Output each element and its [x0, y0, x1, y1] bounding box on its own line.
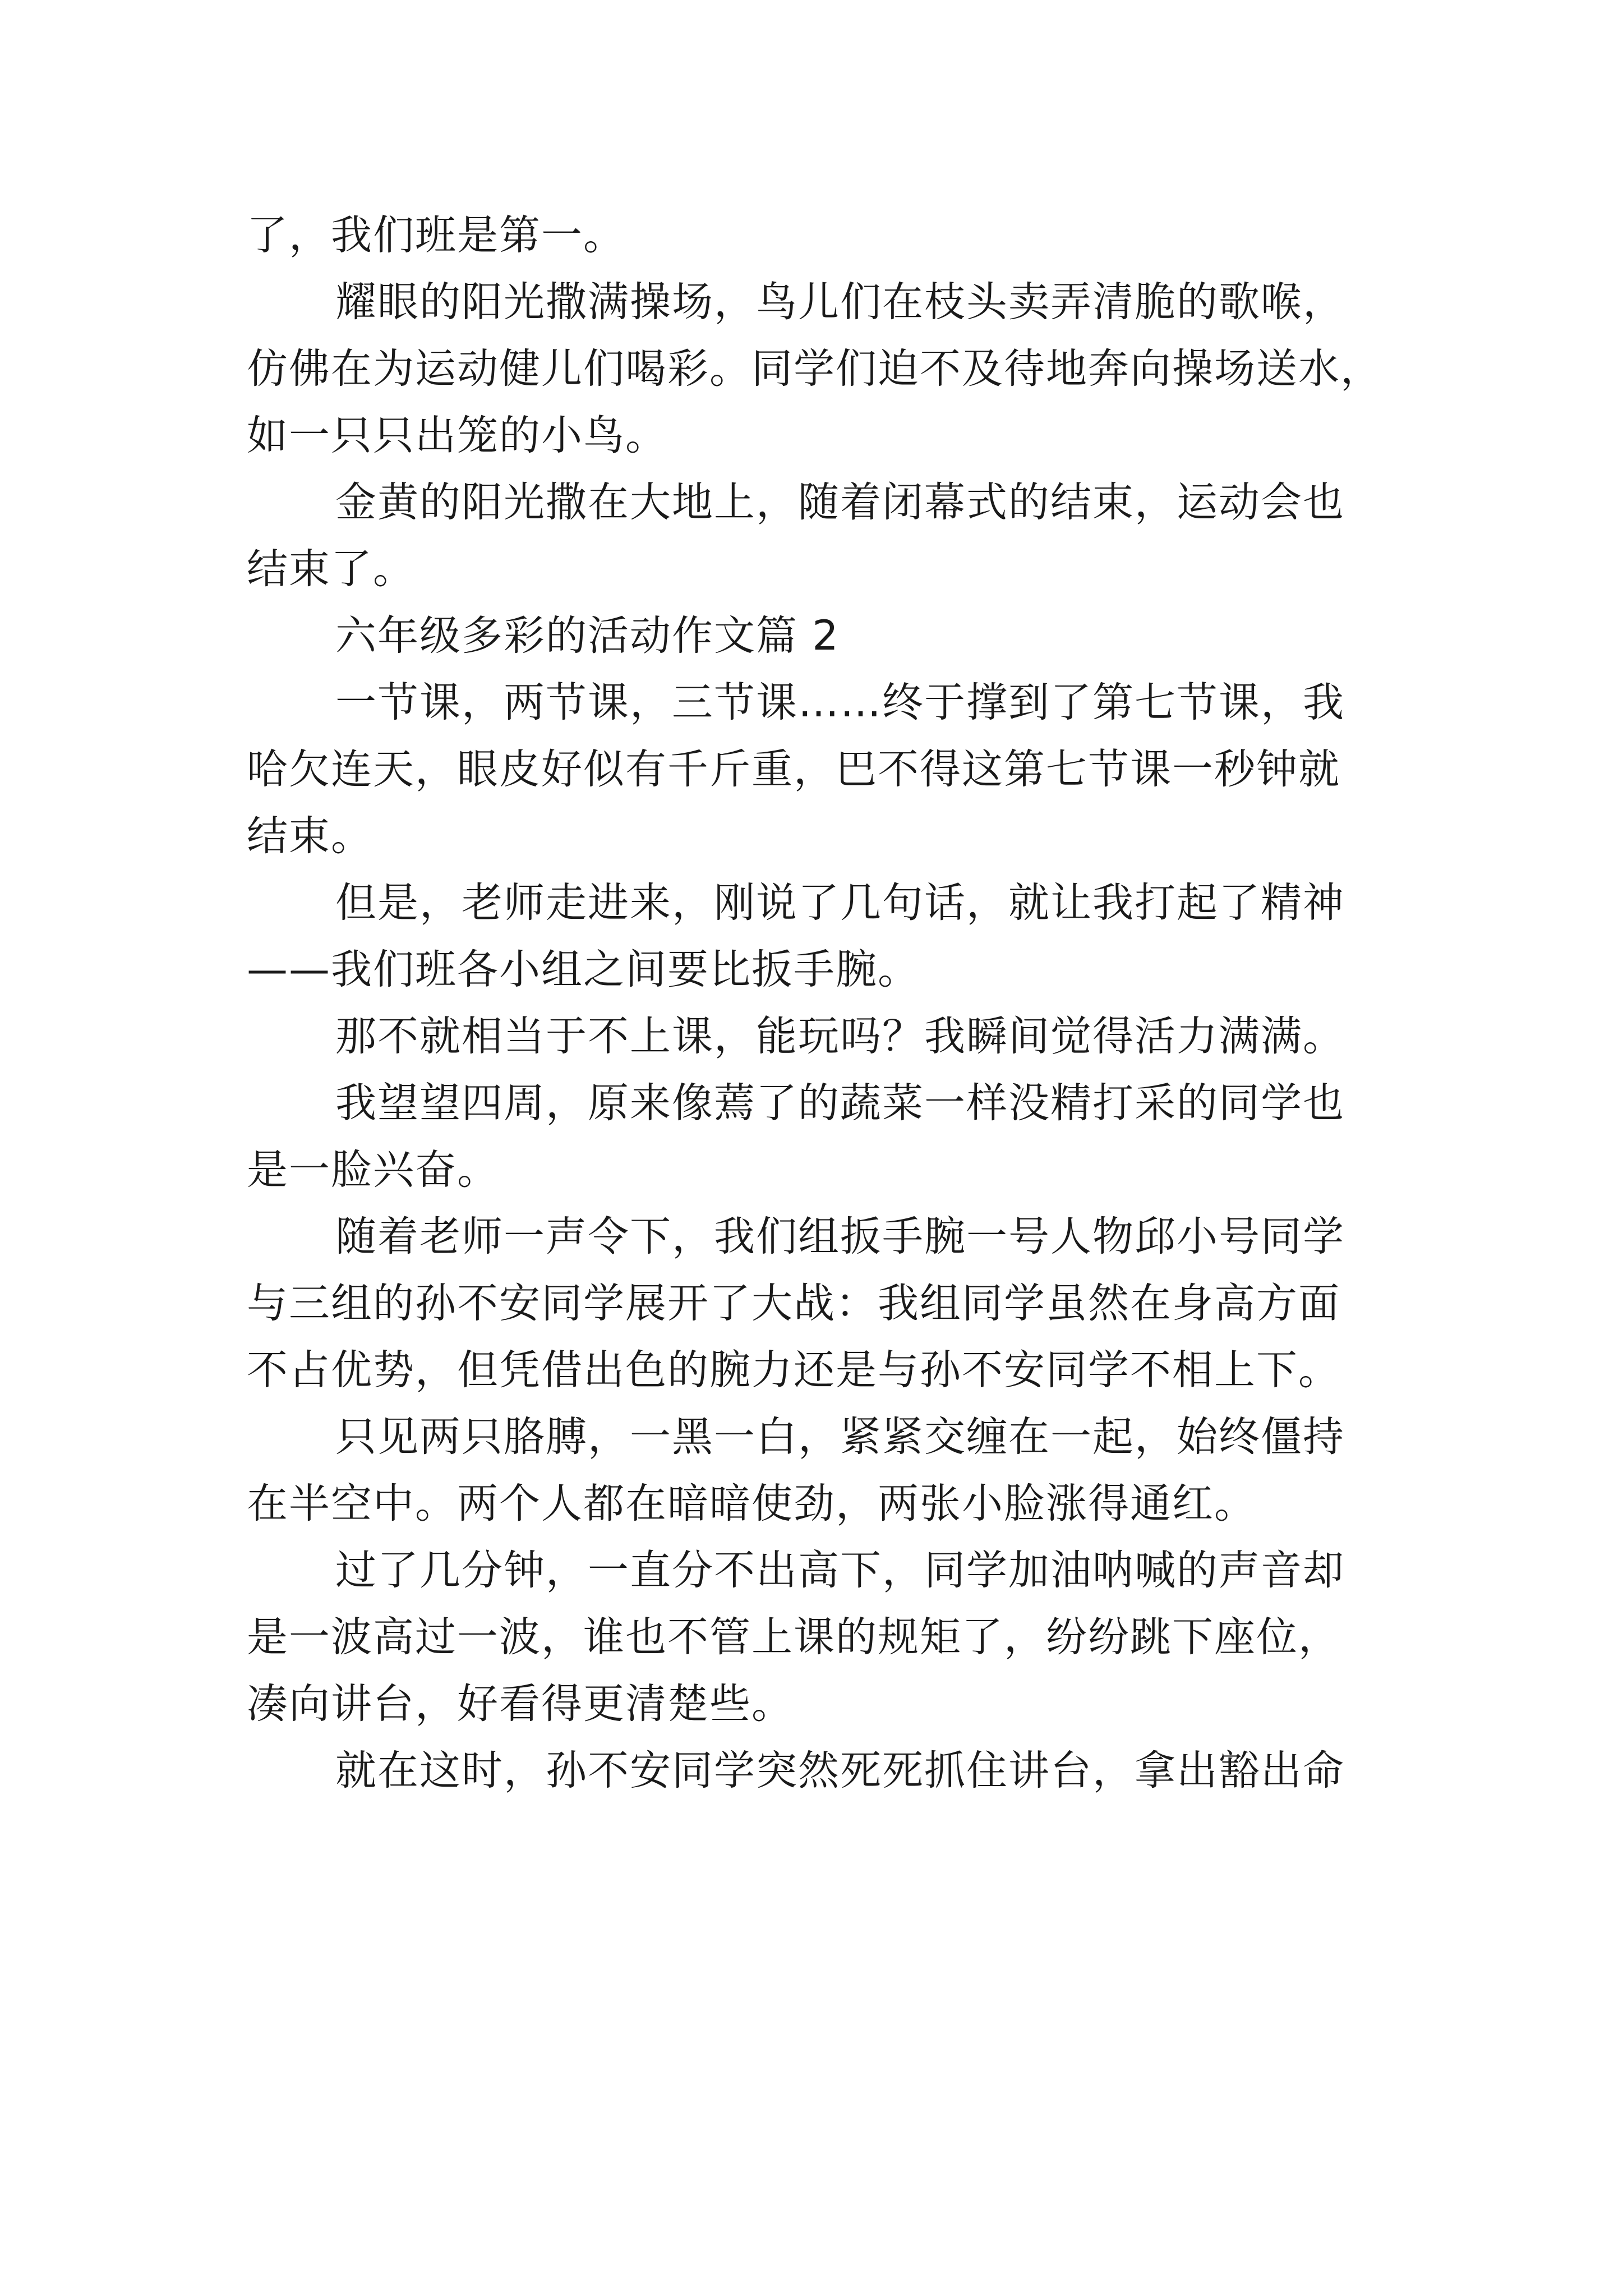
text-line: 哈欠连天，眼皮好似有千斤重，巴不得这第七节课一秒钟就: [247, 746, 1340, 793]
paragraph-start-line: 随着老师一声令下，我们组扳手腕一号人物邱小号同学: [335, 1213, 1345, 1260]
paragraph-start-line: 一节课，两节课，三节课……终于撑到了第七节课，我: [335, 679, 1345, 726]
text-line: 是一波高过一波，谁也不管上课的规矩了，纷纷跳下座位，: [247, 1613, 1340, 1661]
text-line: 凑向讲台，好看得更清楚些。: [247, 1680, 794, 1728]
paragraph-start-line: 过了几分钟，一直分不出高下，同学加油呐喊的声音却: [335, 1547, 1345, 1594]
paragraph-start-line: 金黄的阳光撒在大地上，随着闭幕式的结束，运动会也: [335, 478, 1345, 526]
text-line: 仿佛在为运动健儿们喝彩。同学们迫不及待地奔向操场送水，: [247, 345, 1382, 393]
paragraph-start-line: 只见两只胳膊，一黑一白，紧紧交缠在一起，始终僵持: [335, 1413, 1345, 1461]
section-heading: 六年级多彩的活动作文篇 2: [335, 612, 840, 660]
text-line: 与三组的孙不安同学展开了大战：我组同学虽然在身高方面: [247, 1280, 1340, 1327]
text-line: 结束。: [247, 812, 373, 860]
paragraph-start-line: 我望望四周，原来像蔫了的蔬菜一样没精打采的同学也: [335, 1079, 1345, 1127]
paragraph-start-line: 耀眼的阳光撒满操场，鸟儿们在枝头卖弄清脆的歌喉，: [335, 278, 1345, 326]
text-line: ——我们班各小组之间要比扳手腕。: [247, 946, 920, 993]
document-body: [247, 202, 1447, 1804]
text-line: 不占优势，但凭借出色的腕力还是与孙不安同学不相上下。: [247, 1346, 1340, 1394]
paragraph-start-line: 但是，老师走进来，刚说了几句话，就让我打起了精神: [335, 879, 1345, 927]
text-line: 如一只只出笼的小鸟。: [247, 412, 667, 459]
text-line: 在半空中。两个人都在暗暗使劲，两张小脸涨得通红。: [247, 1480, 1256, 1527]
paragraph-start-line: 那不就相当于不上课，能玩吗？我瞬间觉得活力满满。: [335, 1013, 1345, 1060]
text-line: 结束了。: [247, 545, 415, 593]
paragraph-start-line: 就在这时，孙不安同学突然死死抓住讲台，拿出豁出命: [335, 1747, 1345, 1795]
text-line: 是一脸兴奋。: [247, 1146, 499, 1194]
text-line: 了，我们班是第一。: [247, 211, 625, 259]
